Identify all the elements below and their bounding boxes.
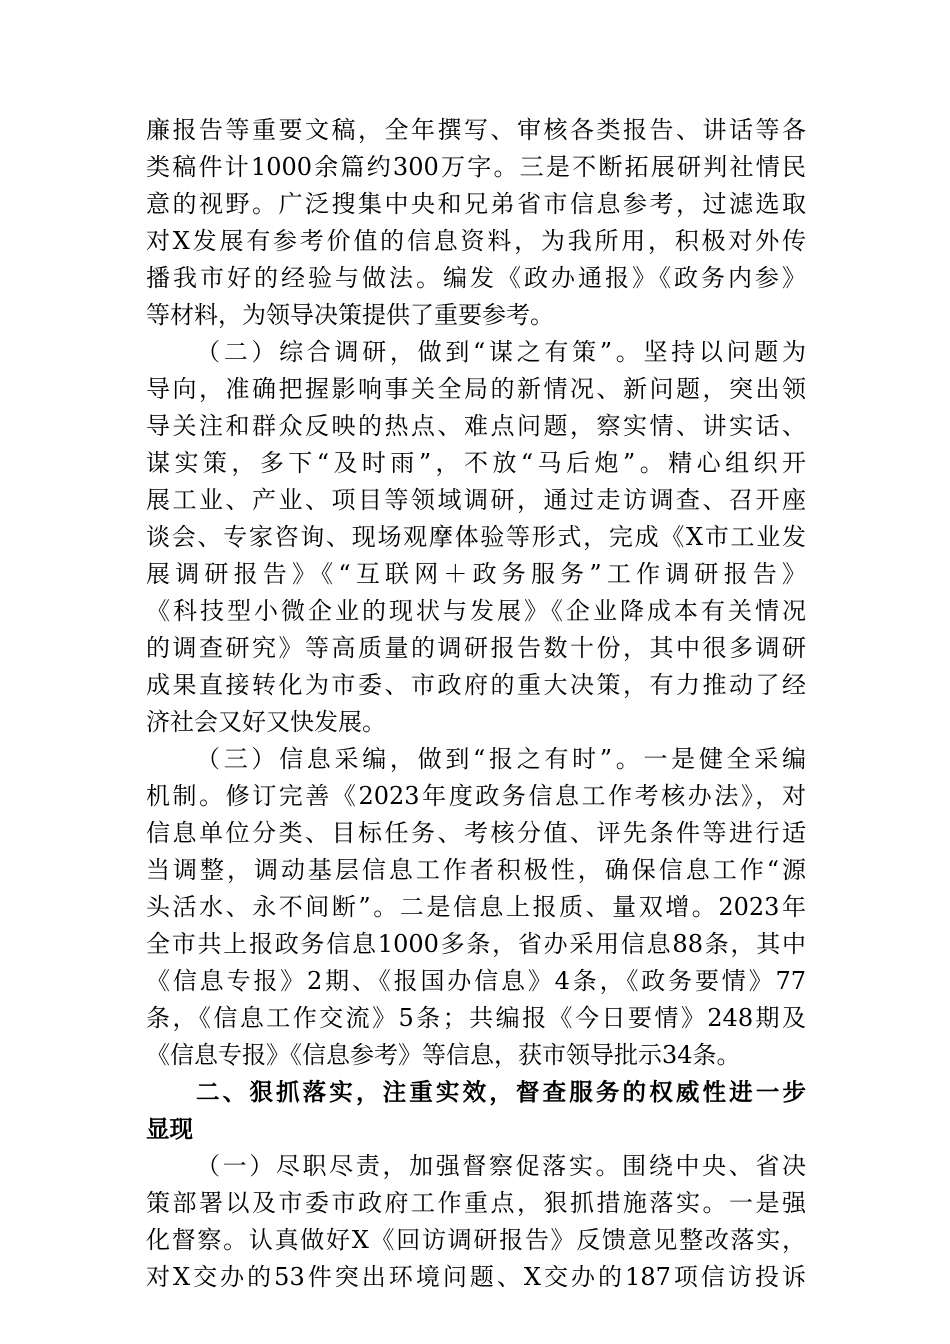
text-line: 对X发展有参考价值的信息资料，为我所用，积极对外传 (146, 227, 806, 255)
text-line: 的调查研究》等高质量的调研报告数十份，其中很多调研 (146, 634, 806, 662)
text-line: 导关注和群众反映的热点、难点问题，察实情、讲实话、 (146, 412, 806, 440)
text-line: 成果直接转化为市委、市政府的重大决策，有力推动了经 (146, 671, 806, 699)
text-line: 谋实策，多下“及时雨”，不放“马后炮”。精心组织开 (146, 449, 806, 477)
text-line: 等材料，为领导决策提供了重要参考。 (146, 301, 554, 329)
text-line: （三）信息采编，做到“报之有时”。一是健全采编 (196, 745, 806, 773)
text-line: 机制。修订完善《2023年度政务信息工作考核办法》，对 (146, 782, 806, 810)
paragraph-information-editing (146, 741, 806, 1074)
text-line: 济社会又好又快发展。 (146, 708, 386, 736)
paragraph-comprehensive-research (146, 334, 806, 741)
text-line: （一）尽职尽责，加强督察促落实。围绕中央、省决 (196, 1152, 806, 1180)
text-line: 《科技型小微企业的现状与发展》《企业降成本有关情况 (146, 597, 806, 625)
text-line: 对X交办的53件突出环境问题、X交办的187项信访投诉 (146, 1263, 806, 1291)
text-line: 类稿件计1000余篇约300万字。三是不断拓展研判社情民 (146, 153, 806, 181)
text-line: 头活水、永不间断”。二是信息上报质、量双增。2023年 (146, 893, 806, 921)
text-line: 谈会、专家咨询、现场观摩体验等形式，完成《X市工业发 (146, 523, 806, 551)
text-line: 策部署以及市委市政府工作重点，狠抓措施落实。一是强 (146, 1189, 806, 1217)
text-line: 廉报告等重要文稿，全年撰写、审核各类报告、讲话等各 (146, 116, 806, 144)
document-body (146, 112, 806, 1296)
text-line: 当调整，调动基层信息工作者积极性，确保信息工作“源 (146, 856, 806, 884)
text-line: 展工业、产业、项目等领域调研，通过走访调查、召开座 (146, 486, 806, 514)
text-line: （二）综合调研，做到“谋之有策”。坚持以问题为 (196, 338, 806, 366)
heading-line: 显现 (146, 1115, 193, 1143)
text-line: 化督察。认真做好X《回访调研报告》反馈意见整改落实， (146, 1226, 806, 1254)
text-line: 全市共上报政务信息1000多条，省办采用信息88条，其中 (146, 930, 806, 958)
text-line: 条，《信息工作交流》5条；共编报《今日要情》248期及 (146, 1004, 806, 1032)
text-line: 展调研报告》《“互联网＋政务服务”工作调研报告》 (146, 560, 806, 588)
text-line: 导向，准确把握影响事关全局的新情况、新问题，突出领 (146, 375, 806, 403)
paragraph-supervision (146, 1148, 806, 1296)
text-line: 《信息专报》《信息参考》等信息，获市领导批示34条。 (146, 1041, 741, 1069)
section-heading (146, 1074, 806, 1148)
heading-line: 二、狠抓落实，注重实效，督查服务的权威性进一步 (196, 1078, 806, 1106)
text-line: 《信息专报》2期、《报国办信息》4条，《政务要情》77 (146, 967, 806, 995)
text-line: 信息单位分类、目标任务、考核分值、评先条件等进行适 (146, 819, 806, 847)
paragraph-report-writing (146, 112, 806, 334)
text-line: 意的视野。广泛搜集中央和兄弟省市信息参考，过滤选取 (146, 190, 806, 218)
text-line: 播我市好的经验与做法。编发《政办通报》《政务内参》 (146, 264, 806, 292)
